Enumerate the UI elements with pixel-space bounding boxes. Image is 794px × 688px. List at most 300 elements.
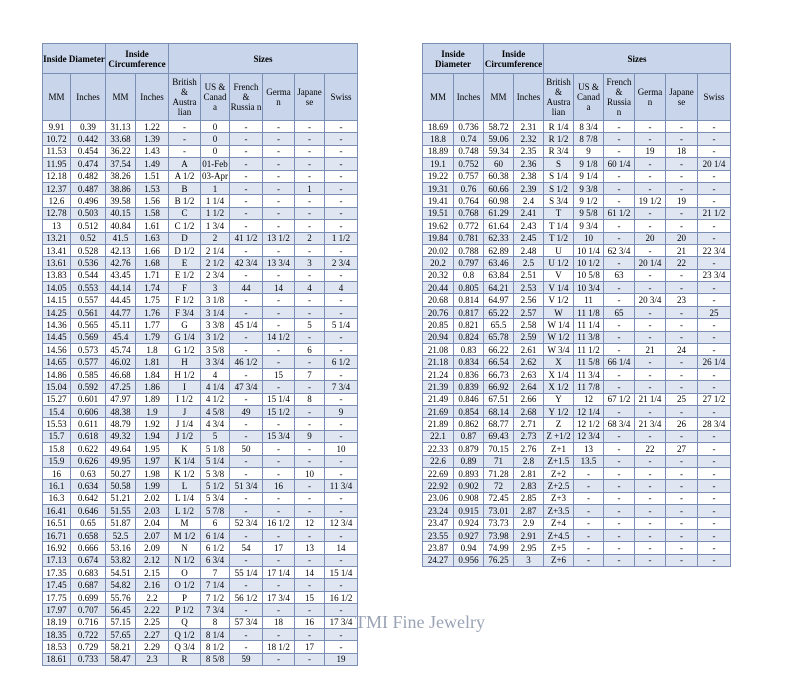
table-cell: 16 <box>43 467 71 479</box>
table-cell: 1.79 <box>136 331 169 343</box>
table-cell: 2.35 <box>514 145 544 157</box>
table-cell: 44.45 <box>106 294 136 306</box>
table-cell: 0.817 <box>454 306 484 318</box>
table-cell: 62.33 <box>484 232 514 244</box>
table-cell: 0.87 <box>454 430 484 442</box>
table-cell: 0.757 <box>454 170 484 182</box>
table-cell: 68.77 <box>484 418 514 430</box>
table-cell: 12 1/2 <box>574 418 604 430</box>
table-cell: 14.25 <box>43 306 71 318</box>
inside-circumference-header: Inside Circumference <box>484 44 544 74</box>
table-cell: A <box>169 158 201 170</box>
table-cell: 1.68 <box>136 257 169 269</box>
table-cell: W 1/4 <box>544 319 574 331</box>
table-row <box>43 579 358 591</box>
table-cell: 55.76 <box>106 591 136 603</box>
table-cell: 2.25 <box>136 616 169 628</box>
table-cell: 13.5 <box>574 455 604 467</box>
table-cell: 7 1/2 <box>201 591 230 603</box>
table-cell: - <box>295 356 325 368</box>
table-cell: - <box>325 554 358 566</box>
table-cell: 61.64 <box>484 220 514 232</box>
table-cell: 7 3/4 <box>325 381 358 393</box>
table-cell: 71 <box>484 455 514 467</box>
table-cell: - <box>666 368 698 380</box>
table-row <box>43 529 358 541</box>
table-cell: 9 3/4 <box>574 220 604 232</box>
table-cell: 0.39 <box>71 121 106 133</box>
table-cell: - <box>325 418 358 430</box>
table-cell: - <box>230 145 263 157</box>
table-cell: - <box>698 517 731 529</box>
table-cell: - <box>698 195 731 207</box>
table-cell: 2 3/4 <box>325 257 358 269</box>
table-cell: G 1/2 <box>169 344 201 356</box>
table-cell: 47.97 <box>106 393 136 405</box>
table-cell: 0.573 <box>71 344 106 356</box>
table-cell: Q <box>169 616 201 628</box>
table-cell: 1.56 <box>136 195 169 207</box>
table-cell: 9 <box>574 145 604 157</box>
table-cell: - <box>295 220 325 232</box>
table-cell: 59 <box>230 653 263 665</box>
table-row <box>43 133 358 145</box>
table-cell: 21.69 <box>423 405 454 417</box>
table-cell: - <box>263 529 295 541</box>
table-cell: E 1/2 <box>169 269 201 281</box>
table-cell: 19 <box>666 195 698 207</box>
table-row <box>43 480 358 492</box>
french-header: French & Russia n <box>604 74 635 121</box>
table-cell: 3 <box>295 257 325 269</box>
table-cell: 18.53 <box>43 641 71 653</box>
table-cell: 4 5/8 <box>201 405 230 417</box>
table-cell: 2.56 <box>514 294 544 306</box>
table-cell: - <box>263 133 295 145</box>
table-row <box>423 133 731 145</box>
table-cell: 0.592 <box>71 381 106 393</box>
table-cell: 0.707 <box>71 604 106 616</box>
table-cell: J 1/4 <box>169 418 201 430</box>
table-cell: 11 7/8 <box>574 381 604 393</box>
table-row <box>43 257 358 269</box>
right-table-body <box>423 121 731 567</box>
table-cell: K <box>169 443 201 455</box>
table-cell: I <box>169 381 201 393</box>
table-cell: 5 1/4 <box>201 455 230 467</box>
table-cell: 0.781 <box>454 232 484 244</box>
table-cell: 6 1/4 <box>201 529 230 541</box>
table-cell: - <box>295 158 325 170</box>
table-cell: 0.846 <box>454 393 484 405</box>
table-cell: - <box>263 505 295 517</box>
table-cell: - <box>295 170 325 182</box>
table-cell: F 3/4 <box>169 306 201 318</box>
table-cell: - <box>230 121 263 133</box>
table-cell: F 1/2 <box>169 294 201 306</box>
table-cell: 6 <box>201 517 230 529</box>
table-cell: - <box>263 294 295 306</box>
table-cell: 20 <box>666 232 698 244</box>
table-row <box>43 467 358 479</box>
table-cell: - <box>295 145 325 157</box>
table-cell: - <box>169 145 201 157</box>
mm-header: MM <box>423 74 454 121</box>
sizes-header: Sizes <box>169 44 358 74</box>
table-cell: 0.924 <box>454 517 484 529</box>
table-cell: 24.27 <box>423 554 454 566</box>
table-cell: 0.646 <box>71 505 106 517</box>
table-cell: 13.21 <box>43 232 71 244</box>
table-cell: 13.41 <box>43 244 71 256</box>
table-cell: 14.05 <box>43 282 71 294</box>
table-cell: - <box>263 554 295 566</box>
table-cell: - <box>230 641 263 653</box>
table-cell: 9 1/2 <box>574 195 604 207</box>
table-cell: 0 <box>201 121 230 133</box>
table-cell: 9 5/8 <box>574 207 604 219</box>
table-cell: - <box>325 220 358 232</box>
table-cell: E <box>169 257 201 269</box>
table-cell: X <box>544 356 574 368</box>
table-cell: - <box>666 356 698 368</box>
table-cell: 49.32 <box>106 430 136 442</box>
table-cell: 19 <box>325 653 358 665</box>
table-cell: 38.26 <box>106 170 136 182</box>
table-cell: - <box>604 430 635 442</box>
table-cell: - <box>325 529 358 541</box>
table-cell: Y 1/2 <box>544 405 574 417</box>
table-cell: Q 1/2 <box>169 629 201 641</box>
table-row <box>423 430 731 442</box>
table-cell: 12 <box>574 393 604 405</box>
table-cell: 0.683 <box>71 567 106 579</box>
table-cell: 63.84 <box>484 269 514 281</box>
table-cell: 65.22 <box>484 306 514 318</box>
table-cell: 19.41 <box>423 195 454 207</box>
table-cell: - <box>666 207 698 219</box>
table-cell: 2.39 <box>514 182 544 194</box>
table-cell: - <box>295 629 325 641</box>
table-cell: 65.78 <box>484 331 514 343</box>
table-cell: 2.71 <box>514 418 544 430</box>
table-cell: 12.6 <box>43 195 71 207</box>
table-cell: 13.83 <box>43 269 71 281</box>
table-cell: 0.63 <box>71 467 106 479</box>
table-cell: - <box>230 294 263 306</box>
table-cell: 25 <box>698 306 731 318</box>
table-cell: - <box>666 517 698 529</box>
table-cell: 21.08 <box>423 344 454 356</box>
table-cell: 1 <box>201 182 230 194</box>
table-row <box>423 269 731 281</box>
table-cell: 65.5 <box>484 319 514 331</box>
table-cell: 2.57 <box>514 306 544 318</box>
table-cell: - <box>230 331 263 343</box>
table-cell: 2.04 <box>136 517 169 529</box>
inside-circumference-header: Inside Circumference <box>106 44 169 74</box>
table-cell: 54.51 <box>106 567 136 579</box>
table-cell: 1.89 <box>136 393 169 405</box>
table-cell: Z+6 <box>544 554 574 566</box>
table-cell: 20.32 <box>423 269 454 281</box>
table-cell: 0.736 <box>454 121 484 133</box>
table-row <box>423 405 731 417</box>
table-cell: 1.53 <box>136 182 169 194</box>
table-cell: Z+5 <box>544 542 574 554</box>
table-cell: 41.5 <box>106 232 136 244</box>
table-cell: L 1/2 <box>169 505 201 517</box>
table-cell: 2.2 <box>136 591 169 603</box>
table-row <box>43 145 358 157</box>
table-cell: - <box>295 443 325 455</box>
table-cell: 0.536 <box>71 257 106 269</box>
watermark: TMI Fine Jewelry <box>355 612 485 632</box>
table-row <box>43 616 358 628</box>
table-cell: - <box>666 182 698 194</box>
table-cell: 0.601 <box>71 393 106 405</box>
table-cell: 9 1/8 <box>574 158 604 170</box>
table-cell: - <box>635 368 666 380</box>
table-cell: - <box>325 629 358 641</box>
table-row <box>43 282 358 294</box>
table-row <box>43 517 358 529</box>
table-cell: - <box>698 542 731 554</box>
table-cell: 13 <box>295 542 325 554</box>
table-cell: 5 1/4 <box>325 319 358 331</box>
table-cell: - <box>666 133 698 145</box>
table-cell: 0.503 <box>71 207 106 219</box>
table-cell: - <box>295 294 325 306</box>
table-row <box>423 480 731 492</box>
table-cell: - <box>604 505 635 517</box>
table-row <box>423 344 731 356</box>
table-cell: 0 <box>201 133 230 145</box>
table-cell: 20.94 <box>423 331 454 343</box>
table-cell: 11 1/2 <box>574 344 604 356</box>
table-cell: 49 <box>230 405 263 417</box>
table-cell: 2 1/4 <box>201 244 230 256</box>
table-cell: 1.98 <box>136 467 169 479</box>
table-row <box>43 182 358 194</box>
table-cell: 0.634 <box>71 480 106 492</box>
table-cell: 0.699 <box>71 591 106 603</box>
table-cell: - <box>325 158 358 170</box>
table-row <box>43 591 358 603</box>
table-cell: 62 3/4 <box>604 244 635 256</box>
table-row <box>423 170 731 182</box>
table-cell: 22 3/4 <box>698 244 731 256</box>
table-cell: 0.824 <box>454 331 484 343</box>
table-cell: H 1/2 <box>169 368 201 380</box>
inches-header: Inches <box>71 74 106 121</box>
table-cell: 1.86 <box>136 381 169 393</box>
table-cell: 20.02 <box>423 244 454 256</box>
table-row <box>423 418 731 430</box>
table-cell: 10 5/8 <box>574 269 604 281</box>
table-cell: 11 1/4 <box>574 319 604 331</box>
mm-header: MM <box>484 74 514 121</box>
table-cell: - <box>698 344 731 356</box>
table-cell: 0.487 <box>71 182 106 194</box>
table-row <box>43 492 358 504</box>
table-cell: 0.8 <box>454 269 484 281</box>
inches-header: Inches <box>514 74 544 121</box>
table-cell: 15.04 <box>43 381 71 393</box>
table-cell: U 1/2 <box>544 257 574 269</box>
table-cell: 3 1/2 <box>201 331 230 343</box>
table-cell: - <box>698 294 731 306</box>
inches-header: Inches <box>454 74 484 121</box>
table-cell: 18.19 <box>43 616 71 628</box>
table-cell: 1 1/2 <box>201 207 230 219</box>
table-cell: - <box>635 492 666 504</box>
table-cell: 21.49 <box>423 393 454 405</box>
table-cell: M <box>169 517 201 529</box>
table-cell: 43.45 <box>106 269 136 281</box>
table-cell: - <box>635 282 666 294</box>
table-cell: 18 <box>666 145 698 157</box>
table-cell: - <box>666 170 698 182</box>
table-row <box>43 393 358 405</box>
table-cell: - <box>230 629 263 641</box>
table-cell: 1.81 <box>136 356 169 368</box>
table-cell: 3 <box>514 554 544 566</box>
table-cell: - <box>698 529 731 541</box>
table-cell: 2.62 <box>514 356 544 368</box>
table-cell: 17.75 <box>43 591 71 603</box>
table-cell: 19.62 <box>423 220 454 232</box>
table-cell: - <box>698 467 731 479</box>
table-cell: - <box>635 467 666 479</box>
table-cell: 2.02 <box>136 492 169 504</box>
table-cell: 0.52 <box>71 232 106 244</box>
table-cell: 1.74 <box>136 282 169 294</box>
table-cell: 56 1/2 <box>230 591 263 603</box>
table-cell: 2.31 <box>514 121 544 133</box>
table-row <box>43 381 358 393</box>
table-cell: 5 <box>201 430 230 442</box>
table-cell: - <box>604 529 635 541</box>
table-cell: 66.22 <box>484 344 514 356</box>
table-cell: - <box>635 158 666 170</box>
table-cell: J 1/2 <box>169 430 201 442</box>
table-cell: 2.51 <box>514 269 544 281</box>
table-cell: 0.577 <box>71 356 106 368</box>
table-cell: 58.47 <box>106 653 136 665</box>
table-cell: 0.94 <box>454 542 484 554</box>
table-cell: - <box>604 517 635 529</box>
table-cell: - <box>230 604 263 616</box>
table-cell: 0.768 <box>454 207 484 219</box>
table-row <box>423 331 731 343</box>
table-cell: 19.31 <box>423 182 454 194</box>
table-cell: 2.5 <box>514 257 544 269</box>
table-cell: 17 3/4 <box>325 616 358 628</box>
table-cell: - <box>325 207 358 219</box>
table-cell: 8 5/8 <box>201 653 230 665</box>
table-cell: 50.58 <box>106 480 136 492</box>
table-cell: 10 1/4 <box>574 244 604 256</box>
table-cell: 71.28 <box>484 467 514 479</box>
table-cell: - <box>574 542 604 554</box>
table-cell: 42 3/4 <box>230 257 263 269</box>
table-cell: - <box>635 220 666 232</box>
table-cell: 61 1/2 <box>604 207 635 219</box>
table-cell: 11 5/8 <box>574 356 604 368</box>
table-row <box>43 319 358 331</box>
table-cell: - <box>698 133 731 145</box>
table-cell: S 1/2 <box>544 182 574 194</box>
table-cell: - <box>230 418 263 430</box>
table-cell: - <box>263 344 295 356</box>
table-cell: - <box>604 368 635 380</box>
table-cell: 1.43 <box>136 145 169 157</box>
table-cell: K 1/4 <box>169 455 201 467</box>
table-cell: - <box>325 579 358 591</box>
table-cell: 54 <box>230 542 263 554</box>
table-cell: 15.7 <box>43 430 71 442</box>
table-cell: 15.27 <box>43 393 71 405</box>
table-cell: - <box>295 604 325 616</box>
table-cell: - <box>574 492 604 504</box>
german-header: Germa n <box>635 74 666 121</box>
table-cell: 8 <box>201 616 230 628</box>
table-row <box>423 393 731 405</box>
table-cell: - <box>230 158 263 170</box>
table-cell: - <box>698 492 731 504</box>
table-cell: G <box>169 319 201 331</box>
table-row <box>43 244 358 256</box>
table-cell: - <box>604 443 635 455</box>
table-cell: 0.553 <box>71 282 106 294</box>
table-cell: 67 1/2 <box>604 393 635 405</box>
table-cell: 76.25 <box>484 554 514 566</box>
table-cell: 9 <box>325 405 358 417</box>
table-cell: 3 1/4 <box>201 306 230 318</box>
table-cell: 0.674 <box>71 554 106 566</box>
table-cell: 0.805 <box>454 282 484 294</box>
table-cell: Q 3/4 <box>169 641 201 653</box>
table-cell: - <box>635 207 666 219</box>
table-cell: - <box>295 554 325 566</box>
table-cell: 52 3/4 <box>230 517 263 529</box>
table-cell: 16 1/2 <box>325 591 358 603</box>
table-cell: - <box>263 121 295 133</box>
table-cell: - <box>295 133 325 145</box>
table-row <box>423 145 731 157</box>
table-cell: 2.4 <box>514 195 544 207</box>
table-cell: Y <box>544 393 574 405</box>
table-cell: 2 <box>201 232 230 244</box>
table-cell: 0.622 <box>71 443 106 455</box>
table-row <box>43 195 358 207</box>
table-row <box>43 629 358 641</box>
table-cell: 2.68 <box>514 405 544 417</box>
table-cell: 7 3/4 <box>201 604 230 616</box>
table-cell: 0.764 <box>454 195 484 207</box>
table-cell: - <box>263 381 295 393</box>
table-cell: 0.76 <box>454 182 484 194</box>
table-cell: 5 3/4 <box>201 492 230 504</box>
table-cell: 2.63 <box>514 368 544 380</box>
table-cell: - <box>635 269 666 281</box>
table-cell: - <box>604 331 635 343</box>
table-cell: 0.902 <box>454 480 484 492</box>
table-cell: - <box>230 195 263 207</box>
table-cell: 12 3/4 <box>574 430 604 442</box>
table-cell: 9 3/8 <box>574 182 604 194</box>
